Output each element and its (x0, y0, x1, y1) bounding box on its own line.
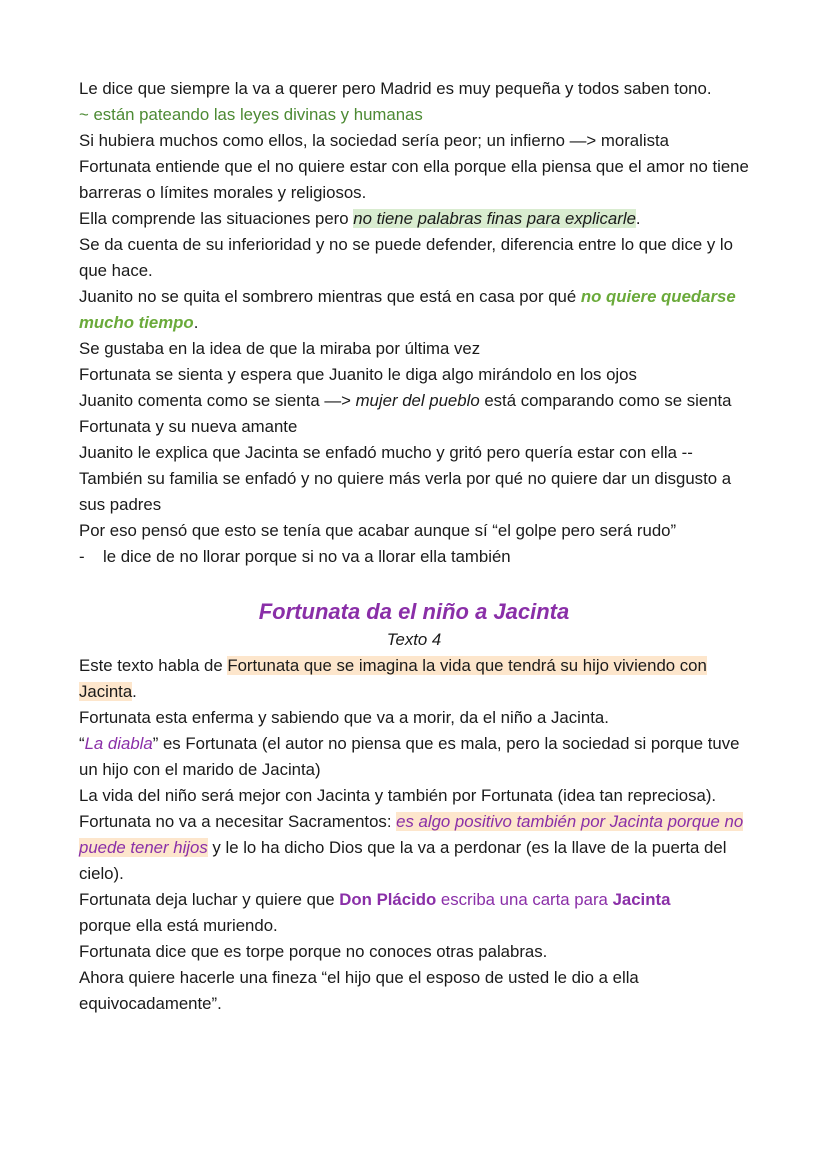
paragraph: Fortunata dice que es torpe porque no conoces otras palabras. (79, 942, 548, 961)
highlighted-text: es algo positivo también por Jacinta porque no puede tener hijos (79, 812, 744, 857)
paragraph (79, 731, 749, 783)
paragraph (79, 206, 749, 232)
section-title: Fortunata da el niño a Jacinta (258, 599, 570, 624)
paragraph: Por eso pensó que esto se tenía que acabar aunque sí “el golpe pero será rudo” (79, 521, 677, 540)
text-run: Fortunata no va a necesitar Sacramentos: (79, 812, 397, 831)
paragraph: Ahora quiere hacerle una fineza “el hijo que el esposo de usted le dio a ella equivocadamente”. (79, 968, 639, 1013)
highlighted-text: Fortunata que se imagina la vida que tendrá su hijo viviendo con Jacinta (79, 656, 707, 701)
text-run: . (193, 313, 199, 332)
paragraph (79, 284, 749, 336)
text-run: Fortunata deja luchar y quiere que (79, 890, 340, 909)
text-run: y le lo ha dicho Dios que la va a perdonar (es la llave de la puerta del cielo). (79, 838, 727, 883)
name-jacinta: Jacinta (612, 890, 671, 909)
paragraph-green-note: ~ están pateando las leyes divinas y humanas (79, 105, 423, 124)
list-item-text: le dice de no llorar porque si no va a llorar ella también (103, 547, 511, 566)
name-don-placido: Don Plácido (339, 890, 437, 909)
emphasized-text: La diabla (84, 734, 153, 753)
highlighted-text: no tiene palabras finas para explicarle (353, 209, 636, 228)
paragraph: Fortunata entiende que el no quiere estar con ella porque ella piensa que el amor no tiene barreras o límites morales y religiosos. (79, 157, 749, 202)
paragraph: La vida del niño será mejor con Jacinta y también por Fortunata (idea tan repreciosa). (79, 786, 717, 805)
paragraph (79, 887, 749, 939)
emphasized-text: no quiere quedarse mucho tiempo (79, 287, 736, 332)
paragraph (79, 653, 749, 705)
paragraph: Si hubiera muchos como ellos, la sociedad sería peor; un infierno —> moralista (79, 131, 669, 150)
text-run: . (132, 682, 137, 701)
paragraph: Fortunata esta enferma y sabiendo que va a morir, da el niño a Jacinta. (79, 708, 609, 727)
text-run: Ella comprende las situaciones pero (79, 209, 354, 228)
text-run: Juanito no se quita el sombrero mientras que está en casa por qué (79, 287, 581, 306)
text-run: porque ella está muriendo. (79, 916, 278, 935)
paragraph: Se gustaba en la idea de que la miraba por última vez (79, 339, 481, 358)
dash-bullet: - (79, 547, 85, 566)
text-run: está comparando como se sienta Fortunata y su nueva amante (79, 391, 732, 436)
document-page (79, 76, 749, 1017)
paragraph: Fortunata se sienta y espera que Juanito le diga algo mirándolo en los ojos (79, 365, 637, 384)
italic-text: mujer del pueblo (355, 391, 480, 410)
dash-list-item (79, 544, 749, 570)
text-run: Juanito comenta como se sienta —> (79, 391, 356, 410)
paragraph: Se da cuenta de su inferioridad y no se puede defender, diferencia entre lo que dice y lo que hace. (79, 235, 733, 280)
text-run: Este texto habla de (79, 656, 228, 675)
paragraph (79, 388, 749, 440)
section-subtitle: Texto 4 (386, 630, 442, 649)
text-run: . (635, 209, 641, 228)
paragraph (79, 809, 749, 887)
text-run: “ (79, 734, 85, 753)
text-run: ” es Fortunata (el autor no piensa que es mala, pero la sociedad si porque tuve un hijo con el marido de Jacinta) (79, 734, 740, 779)
paragraph: Juanito le explica que Jacinta se enfadó mucho y gritó pero quería estar con ella -- También su familia se enfadó y no quiere más verla por qué no quiere dar un disgusto a sus padres (79, 443, 732, 514)
purple-text: escriba una carta para (436, 890, 613, 909)
paragraph: Le dice que siempre la va a querer pero Madrid es muy pequeña y todos saben tono. (79, 79, 712, 98)
